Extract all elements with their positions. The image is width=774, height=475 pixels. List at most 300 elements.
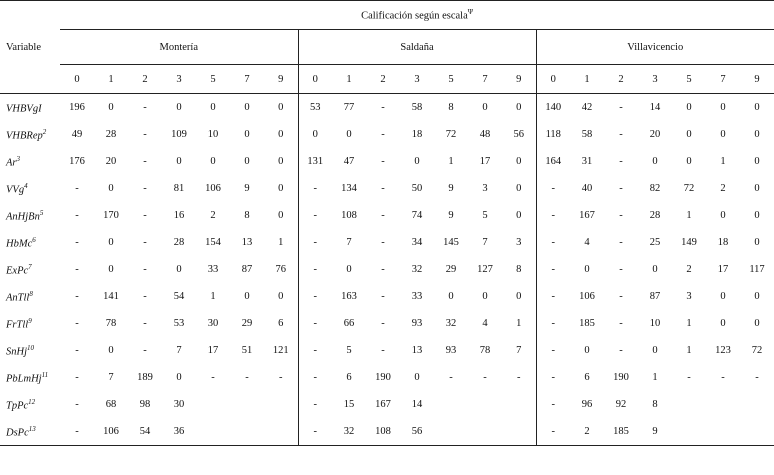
- table-cell: 0: [584, 264, 590, 275]
- table-cell: -: [619, 318, 623, 329]
- location-monteria: Montería: [60, 30, 298, 65]
- scale-header-cell: 7: [230, 65, 264, 94]
- table-cell: 30: [173, 399, 185, 410]
- table-cell: 53: [173, 318, 185, 329]
- table-cell: 0: [448, 291, 454, 302]
- scale-header-cell: 1: [94, 65, 128, 94]
- table-cell: -: [449, 372, 453, 383]
- table-cell: 1: [278, 237, 284, 248]
- table-cell: 0: [652, 345, 658, 356]
- table-cell: -: [483, 372, 487, 383]
- table-cell: 141: [103, 291, 119, 302]
- table-cell: 9: [448, 210, 454, 221]
- variable-name-cell: [0, 175, 60, 202]
- table-cell: -: [536, 391, 570, 418]
- table-cell: -: [536, 229, 570, 256]
- table-cell: -: [619, 291, 623, 302]
- table-cell: 0: [482, 102, 488, 113]
- table-row: [0, 121, 774, 148]
- table-cell: 0: [720, 129, 726, 140]
- table-cell: 0: [516, 156, 522, 167]
- table-cell: 0: [754, 237, 760, 248]
- table-cell: 76: [275, 264, 286, 275]
- table-cell: 32: [332, 418, 366, 446]
- table-cell: -: [75, 399, 79, 410]
- variable-name-cell: [0, 94, 60, 122]
- table-cell: 0: [244, 129, 250, 140]
- table-cell: 10: [207, 129, 219, 140]
- variable-footnote: 8: [29, 289, 33, 298]
- table-cell: -: [517, 372, 521, 383]
- table-cell: [672, 391, 706, 418]
- table-cell: -: [298, 391, 332, 418]
- table-cell: 13: [241, 237, 253, 248]
- table-cell: 154: [205, 237, 221, 248]
- table-cell: 15: [343, 399, 355, 410]
- table-cell: 0: [244, 291, 250, 302]
- header-scale-row: [0, 65, 774, 94]
- variable-name: ExPc: [6, 265, 29, 277]
- table-cell: 32: [411, 264, 423, 275]
- table-cell: 0: [686, 156, 692, 167]
- scale-header-cell: 3: [638, 65, 672, 94]
- table-cell: 54: [173, 291, 185, 302]
- table-cell: -: [619, 210, 623, 221]
- table-cell: 0: [754, 129, 760, 140]
- table-cell: -: [298, 175, 332, 202]
- table-row: [0, 94, 774, 122]
- table-cell: 72: [683, 183, 695, 194]
- table-cell: -: [619, 264, 623, 275]
- table-cell: 4: [584, 237, 590, 248]
- table-cell: 189: [137, 372, 153, 383]
- table-cell: 0: [720, 318, 726, 329]
- table-cell: -: [381, 183, 385, 194]
- table-cell: -: [619, 237, 623, 248]
- table-cell: -: [536, 310, 570, 337]
- table-cell: 0: [278, 129, 284, 140]
- variable-name-cell: [0, 337, 60, 364]
- table-cell: 0: [482, 291, 488, 302]
- table-cell: 0: [244, 156, 250, 167]
- table-cell: 96: [581, 399, 593, 410]
- table-cell: 77: [343, 102, 355, 113]
- table-cell: -: [536, 418, 570, 446]
- table-cell: 13: [411, 345, 423, 356]
- variable-name: TpPc: [6, 400, 29, 412]
- table-cell: 131: [298, 148, 332, 175]
- scale-header-cell: 9: [740, 65, 774, 94]
- table-cell: 20: [649, 129, 661, 140]
- table-cell: 33: [411, 291, 423, 302]
- table-cell: 18: [411, 129, 423, 140]
- scale-title-text: Calificación según escala: [361, 10, 468, 22]
- table-cell: 0: [108, 345, 114, 356]
- table-cell: 0: [516, 210, 522, 221]
- table-cell: 0: [346, 264, 352, 275]
- scale-header-cell: 5: [196, 65, 230, 94]
- table-cell: 0: [516, 183, 522, 194]
- table-row: [0, 418, 774, 446]
- table-cell: -: [75, 372, 79, 383]
- table-cell: 56: [400, 418, 434, 446]
- table-cell: 170: [103, 210, 119, 221]
- table-cell: 28: [105, 129, 117, 140]
- table-cell: [434, 418, 468, 446]
- table-cell: 8: [448, 102, 454, 113]
- table-cell: 1: [652, 372, 658, 383]
- table-cell: 1: [686, 345, 692, 356]
- table-cell: 1: [686, 318, 692, 329]
- table-cell: -: [298, 229, 332, 256]
- table-cell: 31: [581, 156, 593, 167]
- table-cell: 0: [686, 102, 692, 113]
- table-cell: 29: [445, 264, 457, 275]
- table-cell: [264, 391, 298, 418]
- table-row: [0, 202, 774, 229]
- table-cell: -: [75, 210, 79, 221]
- variable-name-cell: [0, 148, 60, 175]
- table-cell: 0: [414, 372, 420, 383]
- table-cell: 0: [754, 102, 760, 113]
- table-cell: 0: [720, 210, 726, 221]
- variable-name: DsPc: [6, 427, 29, 439]
- table-cell: 0: [176, 372, 182, 383]
- table-cell: 28: [649, 210, 661, 221]
- table-cell: 72: [445, 129, 457, 140]
- table-cell: 0: [652, 264, 658, 275]
- table-cell: 140: [536, 94, 570, 122]
- table-cell: 32: [445, 318, 457, 329]
- table-cell: 18: [717, 237, 729, 248]
- table-cell: -: [536, 364, 570, 391]
- table-cell: -: [298, 364, 332, 391]
- table-cell: -: [298, 418, 332, 446]
- table-cell: 25: [649, 237, 661, 248]
- scale-header-cell: 0: [536, 65, 570, 94]
- table-cell: -: [381, 210, 385, 221]
- table-cell: 0: [754, 210, 760, 221]
- table-cell: 164: [536, 148, 570, 175]
- table-cell: [264, 418, 298, 446]
- table-cell: 0: [720, 102, 726, 113]
- table-cell: 4: [482, 318, 488, 329]
- variable-name: Ar: [6, 157, 17, 169]
- table-cell: -: [619, 129, 623, 140]
- table-cell: 66: [343, 318, 355, 329]
- table-cell: 36: [162, 418, 196, 446]
- variable-name: VVg: [6, 184, 25, 196]
- table-cell: -: [381, 129, 385, 140]
- table-cell: -: [755, 372, 759, 383]
- table-cell: 30: [207, 318, 219, 329]
- table-cell: 28: [173, 237, 185, 248]
- table-cell: 0: [754, 291, 760, 302]
- table-cell: -: [75, 237, 79, 248]
- table-cell: 3: [686, 291, 692, 302]
- table-cell: [706, 418, 740, 446]
- table-cell: 56: [513, 129, 524, 140]
- table-cell: 121: [272, 345, 289, 356]
- variable-name-cell: [0, 391, 60, 418]
- table-cell: -: [298, 256, 332, 283]
- table-cell: -: [211, 372, 215, 383]
- table-row: [0, 175, 774, 202]
- table-cell: 6: [584, 372, 590, 383]
- table-cell: 149: [681, 237, 697, 248]
- table-cell: 8: [244, 210, 250, 221]
- table-cell: 93: [411, 318, 423, 329]
- table-cell: 81: [173, 183, 185, 194]
- table-cell: 0: [108, 102, 114, 113]
- table-cell: 0: [176, 264, 182, 275]
- table-cell: 17: [207, 345, 219, 356]
- table-cell: 78: [479, 345, 491, 356]
- table-cell: [502, 391, 536, 418]
- table-cell: 0: [652, 156, 658, 167]
- variable-footnote: 6: [32, 235, 36, 244]
- variable-name-cell: [0, 202, 60, 229]
- variable-footnote: 7: [28, 262, 32, 271]
- table-cell: 0: [278, 210, 284, 221]
- table-cell: -: [687, 372, 691, 383]
- table-cell: 3: [516, 237, 522, 248]
- table-cell: -: [721, 372, 725, 383]
- table-cell: 0: [176, 102, 182, 113]
- table-cell: [196, 391, 230, 418]
- table-cell: -: [619, 156, 623, 167]
- table-cell: 74: [411, 210, 423, 221]
- table-cell: 49: [71, 129, 83, 140]
- table-cell: 17: [479, 156, 491, 167]
- table-cell: 190: [613, 372, 629, 383]
- scale-header-cell: 0: [60, 65, 94, 94]
- table-cell: [434, 391, 468, 418]
- scale-header-cell: 0: [298, 65, 332, 94]
- table-cell: [672, 418, 706, 446]
- table-cell: 190: [375, 372, 391, 383]
- table-cell: [230, 391, 264, 418]
- table-cell: 117: [749, 264, 765, 275]
- table-cell: 58: [581, 129, 593, 140]
- variable-footnote: 12: [28, 397, 36, 406]
- table-cell: [468, 391, 502, 418]
- table-cell: -: [75, 264, 79, 275]
- table-cell: [502, 418, 536, 446]
- table-cell: -: [298, 310, 332, 337]
- table-row: [0, 148, 774, 175]
- table-cell: 1: [686, 210, 692, 221]
- scale-header-cell: 9: [502, 65, 536, 94]
- scale-header-cell: 2: [128, 65, 162, 94]
- table-cell: -: [536, 256, 570, 283]
- table-cell: -: [298, 202, 332, 229]
- table-cell: 0: [414, 156, 420, 167]
- variable-name: AnTll: [6, 292, 30, 304]
- table-cell: 5: [482, 210, 488, 221]
- variable-name-cell: [0, 229, 60, 256]
- table-cell: 16: [173, 210, 185, 221]
- table-cell: 185: [579, 318, 595, 329]
- table-cell: 2: [210, 210, 216, 221]
- table-cell: -: [381, 264, 385, 275]
- table-cell: -: [143, 156, 147, 167]
- table-cell: -: [536, 283, 570, 310]
- table-row: [0, 364, 774, 391]
- table-cell: -: [143, 291, 147, 302]
- table-cell: 1: [720, 156, 726, 167]
- table-cell: -: [143, 102, 147, 113]
- table-cell: [196, 418, 230, 446]
- table-cell: -: [75, 291, 79, 302]
- variable-name-cell: [0, 121, 60, 148]
- table-cell: -: [143, 183, 147, 194]
- table-cell: 7: [108, 372, 114, 383]
- variable-name-cell: [0, 310, 60, 337]
- table-cell: 10: [649, 318, 661, 329]
- table-cell: -: [143, 237, 147, 248]
- scale-header-cell: 5: [434, 65, 468, 94]
- table-cell: -: [619, 102, 623, 113]
- table-cell: [706, 391, 740, 418]
- table-cell: 0: [278, 291, 284, 302]
- table-cell: -: [381, 156, 385, 167]
- scale-header-cell: 3: [400, 65, 434, 94]
- table-cell: -: [143, 318, 147, 329]
- table-cell: [468, 418, 502, 446]
- table-cell: 42: [581, 102, 593, 113]
- variable-name-cell: [0, 283, 60, 310]
- table-cell: 0: [108, 183, 114, 194]
- table-cell: 176: [69, 156, 85, 167]
- table-cell: 0: [346, 129, 352, 140]
- table-cell: 0: [298, 121, 332, 148]
- table-cell: 0: [210, 102, 216, 113]
- header-title-row: [0, 1, 774, 30]
- variable-name: SnHj: [6, 346, 27, 358]
- table-cell: -: [245, 372, 249, 383]
- table-cell: 6: [346, 372, 352, 383]
- scale-header-cell: 7: [706, 65, 740, 94]
- location-villavicencio: Villavicencio: [536, 30, 774, 65]
- scale-header-cell: 9: [264, 65, 298, 94]
- table-cell: -: [619, 183, 623, 194]
- scale-header-cell: 7: [468, 65, 502, 94]
- table-cell: [740, 391, 774, 418]
- variable-name: FrTll: [6, 319, 29, 331]
- variable-footnote: 13: [28, 424, 36, 433]
- table-cell: 7: [482, 237, 488, 248]
- table-row: [0, 256, 774, 283]
- table-cell: 5: [346, 345, 352, 356]
- table-cell: -: [143, 345, 147, 356]
- table-cell: 127: [477, 264, 493, 275]
- table-cell: -: [536, 175, 570, 202]
- table-cell: 108: [366, 418, 400, 446]
- scale-header-cell: 1: [570, 65, 604, 94]
- table-cell: 7: [176, 345, 182, 356]
- table-cell: -: [143, 264, 147, 275]
- table-cell: 0: [108, 237, 114, 248]
- table-cell: [230, 418, 264, 446]
- variable-footnote: 10: [27, 343, 34, 352]
- variable-name: VHBVgI: [6, 103, 42, 115]
- table-cell: [740, 418, 774, 446]
- table-cell: 106: [94, 418, 128, 446]
- table-cell: 0: [720, 291, 726, 302]
- table-cell: 87: [649, 291, 661, 302]
- table-cell: 106: [579, 291, 595, 302]
- table-cell: 8: [652, 399, 658, 410]
- table-cell: 78: [105, 318, 117, 329]
- table-cell: 109: [171, 129, 187, 140]
- table-cell: 167: [375, 399, 391, 410]
- table-cell: 33: [207, 264, 219, 275]
- table-cell: 72: [751, 345, 763, 356]
- header-location-row: [0, 30, 774, 65]
- table-cell: 2: [686, 264, 692, 275]
- table-cell: 51: [241, 345, 253, 356]
- table-cell: -: [298, 337, 332, 364]
- table-cell: 34: [411, 237, 423, 248]
- table-cell: 50: [411, 183, 423, 194]
- table-cell: -: [619, 345, 623, 356]
- table-cell: 118: [536, 121, 570, 148]
- table-cell: -: [381, 318, 385, 329]
- scale-header-cell: 1: [332, 65, 366, 94]
- variable-footnote: 2: [42, 127, 47, 136]
- table-cell: 93: [445, 345, 457, 356]
- table-cell: -: [143, 129, 147, 140]
- table-cell: 47: [343, 156, 355, 167]
- table-cell: -: [143, 210, 147, 221]
- table-cell: -: [75, 345, 79, 356]
- table-cell: -: [381, 102, 385, 113]
- scale-header-cell: 3: [162, 65, 196, 94]
- table-row: [0, 229, 774, 256]
- table-cell: 0: [754, 318, 760, 329]
- table-cell: -: [279, 372, 283, 383]
- table-cell: 58: [411, 102, 423, 113]
- variable-footnote: 11: [41, 370, 49, 379]
- table-cell: -: [381, 345, 385, 356]
- table-cell: 0: [108, 264, 114, 275]
- table-row: [0, 310, 774, 337]
- variable-footnote: 4: [24, 181, 28, 190]
- table-cell: 167: [579, 210, 595, 221]
- table-cell: 106: [205, 183, 221, 194]
- scale-header-cell: 5: [672, 65, 706, 94]
- variable-name: AnHjBn: [6, 211, 40, 223]
- variable-name-cell: [0, 256, 60, 283]
- table-cell: 87: [241, 264, 253, 275]
- table-cell: 1: [516, 318, 522, 329]
- scale-header-cell: 2: [366, 65, 400, 94]
- table-cell: 40: [581, 183, 593, 194]
- scale-title: [60, 1, 774, 30]
- variable-footnote: 3: [16, 154, 20, 163]
- table-cell: 0: [278, 156, 284, 167]
- variable-name: PbLmHj: [6, 373, 42, 385]
- table-cell: 134: [341, 183, 357, 194]
- table-cell: 48: [479, 129, 491, 140]
- table-cell: 53: [298, 94, 332, 122]
- table-cell: 0: [754, 183, 760, 194]
- table-cell: 14: [411, 399, 423, 410]
- table-cell: 145: [443, 237, 459, 248]
- table-cell: 54: [128, 418, 162, 446]
- table-cell: 0: [278, 183, 284, 194]
